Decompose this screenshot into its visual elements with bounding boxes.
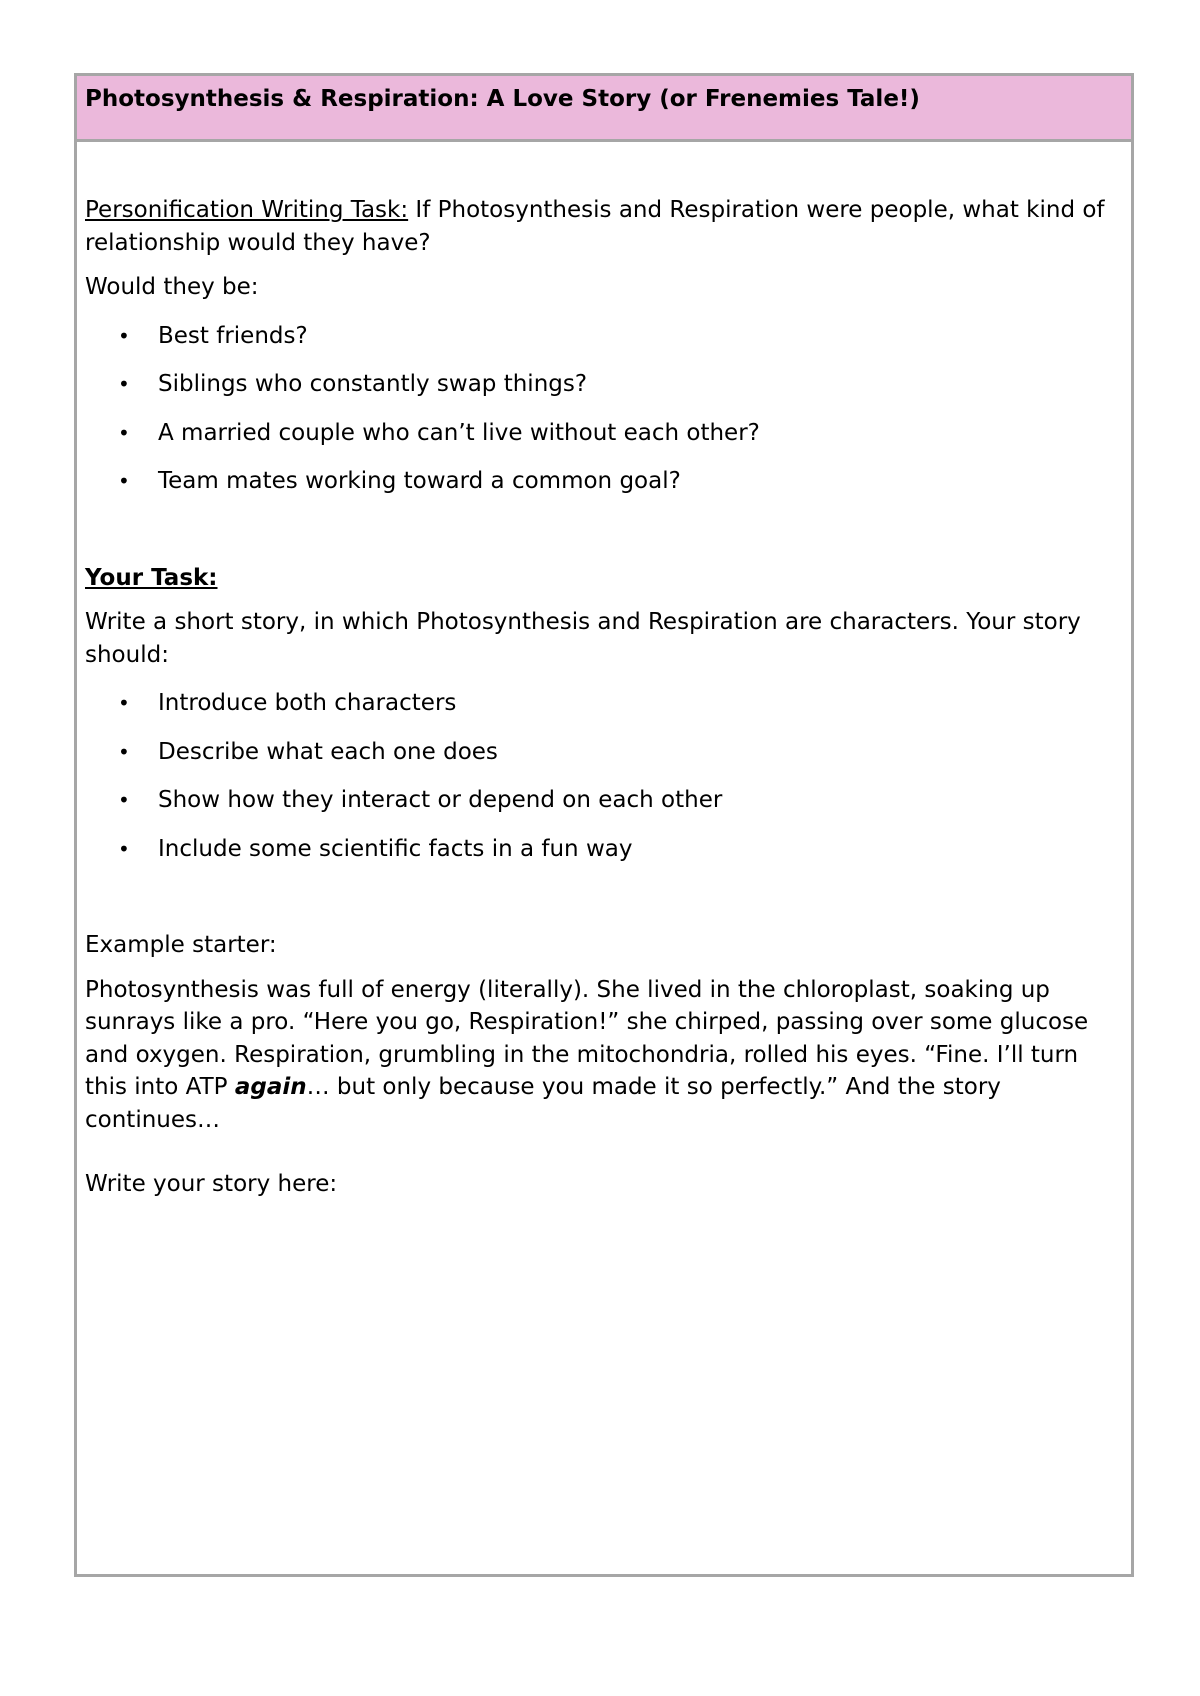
personification-prompt (85, 194, 1119, 259)
list-item: • A married couple who can’t live without each other? (85, 417, 1119, 450)
personification-text: If Photosynthesis and Respiration were people, what kind of relationship would they have? (85, 197, 1105, 256)
list-item: • Introduce both characters (85, 687, 1119, 720)
list-item: • Describe what each one does (85, 736, 1119, 769)
relationship-options-list (85, 320, 1119, 498)
bullet: • (118, 420, 130, 445)
bullet: • (118, 788, 130, 812)
page-title: Photosynthesis & Respiration: A Love Story (or Frenemies Tale!) (85, 86, 920, 112)
bullet: • (118, 469, 130, 493)
bullet: • (118, 372, 130, 396)
bullet: • (118, 691, 130, 715)
list-item: • Include some scientific facts in a fun way (85, 833, 1119, 866)
list-item: • Show how they interact or depend on each other (85, 784, 1119, 817)
list-item: • Best friends? (85, 320, 1119, 353)
list-item: • Siblings who constantly swap things? (85, 368, 1119, 401)
list-item: • Team mates working toward a common goal? (85, 465, 1119, 498)
personification-label: Personification Writing Task: (85, 197, 409, 223)
emphasis-again: again (234, 1074, 307, 1100)
relationship-question: Would they be: (85, 274, 259, 300)
example-label: Example starter: (85, 932, 277, 958)
bullet: • (118, 739, 130, 764)
worksheet-content (77, 194, 1131, 1201)
bullet: • (118, 323, 130, 348)
example-story: Photosynthesis was full of energy (literally). She lived in the chloroplast, soaking up sunrays like a pro. “Here you go, Respiration!” she chirped, passing over some glucose and oxygen. Respiration, grumbling in the mitochondria, rolled his eyes. “Fine. I’ll turn this into ATP again… but only because you made it so perfectly.” And the story continues… (85, 976, 1089, 1133)
bullet: • (118, 836, 130, 861)
task-description: Write a short story, in which Photosynthesis and Respiration are characters. Your story should: (85, 609, 1081, 668)
write-story-prompt: Write your story here: (85, 1171, 338, 1197)
title-bar (77, 76, 1131, 142)
worksheet-frame (74, 73, 1134, 1577)
task-requirements-list (85, 687, 1119, 865)
task-heading: Your Task: (85, 564, 218, 591)
